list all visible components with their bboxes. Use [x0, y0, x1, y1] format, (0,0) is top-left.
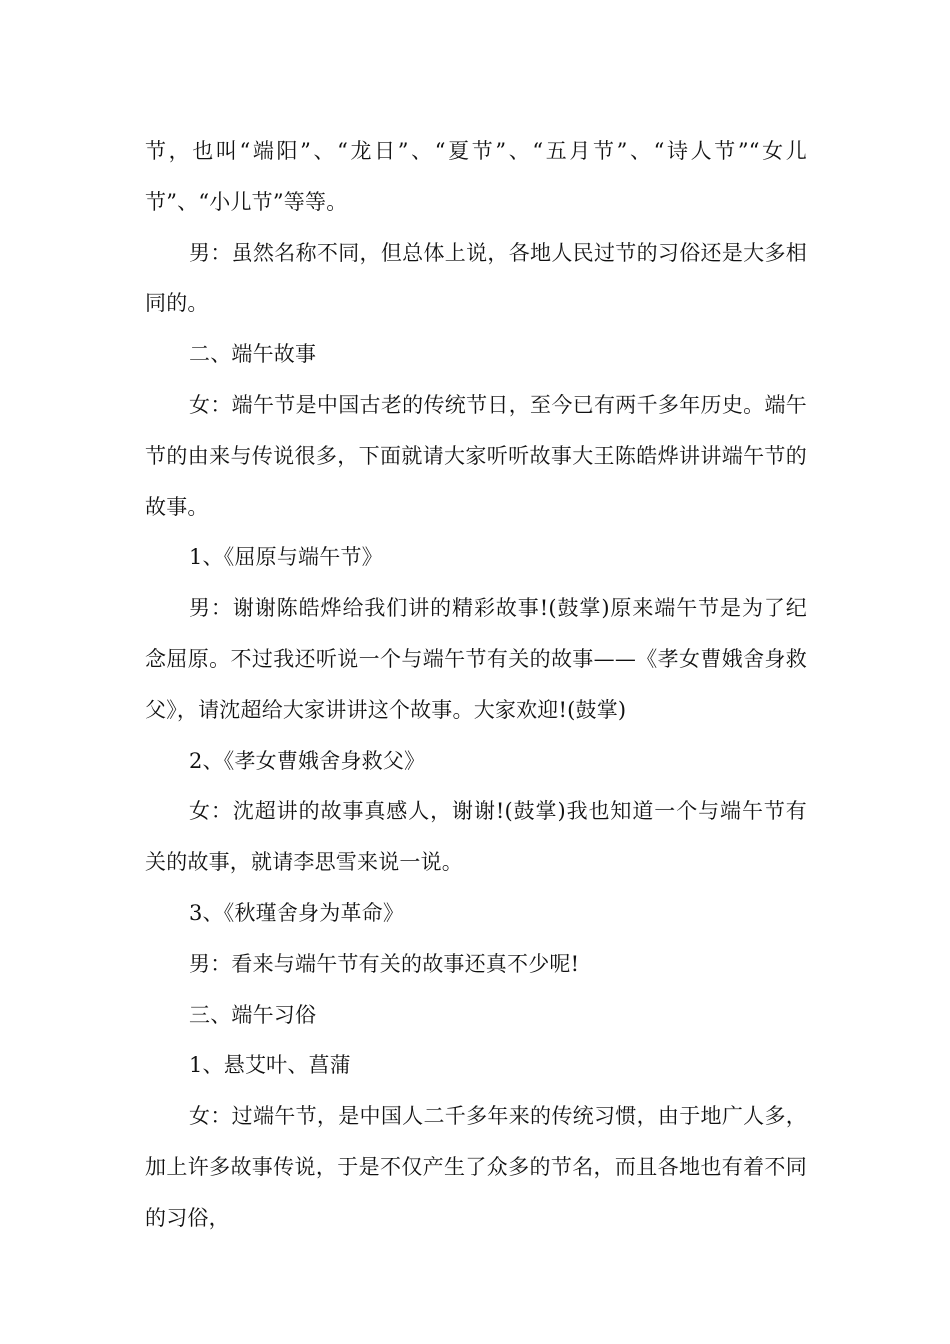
custom-title-1: 1、悬艾叶、菖蒲 [189, 1053, 351, 1078]
story-title-3: 3、《秋瑾舍身为革命》 [189, 900, 405, 925]
section-heading-stories: 二、端午故事 [189, 342, 317, 367]
paragraph-male-customs: 男：虽然名称不同，但总体上说，各地人民过节的习俗还是大多相同的。 [145, 240, 807, 316]
paragraph-festival-names: 节，也叫“端阳”、“龙日”、“夏节”、“五月节”、“诗人节”“女儿节”、“小儿节”等等。 [145, 139, 807, 214]
paragraph-female-thanks-2: 女：沈超讲的故事真感人，谢谢!(鼓掌)我也知道一个与端午节有关的故事，就请李思雪来说一说。 [145, 799, 807, 875]
paragraph-male-thanks-1: 男：谢谢陈皓烨给我们讲的精彩故事!(鼓掌)原来端午节是为了纪念屈原。不过我还听说一个与端午节有关的故事——《孝女曹娥舍身救父》，请沈超给大家讲讲这个故事。大家欢迎!(鼓掌) [145, 596, 807, 722]
paragraph-female-customs: 女：过端午节，是中国人二千多年来的传统习惯，由于地广人多，加上许多故事传说，于是不仅产生了众多的节名，而且各地也有着不同的习俗， [145, 1104, 807, 1230]
paragraph-male-comment: 男：看来与端午节有关的故事还真不少呢! [189, 951, 580, 976]
story-title-2: 2、《孝女曹娥舍身救父》 [189, 748, 426, 773]
paragraph-female-intro-stories: 女：端午节是中国古老的传统节日，至今已有两千多年历史。端午节的由来与传说很多，下面就请大家听听故事大王陈皓烨讲讲端午节的故事。 [145, 392, 807, 519]
section-heading-customs: 三、端午习俗 [189, 1002, 317, 1027]
story-title-1: 1、《屈原与端午节》 [189, 545, 383, 570]
document-body [145, 126, 807, 1244]
